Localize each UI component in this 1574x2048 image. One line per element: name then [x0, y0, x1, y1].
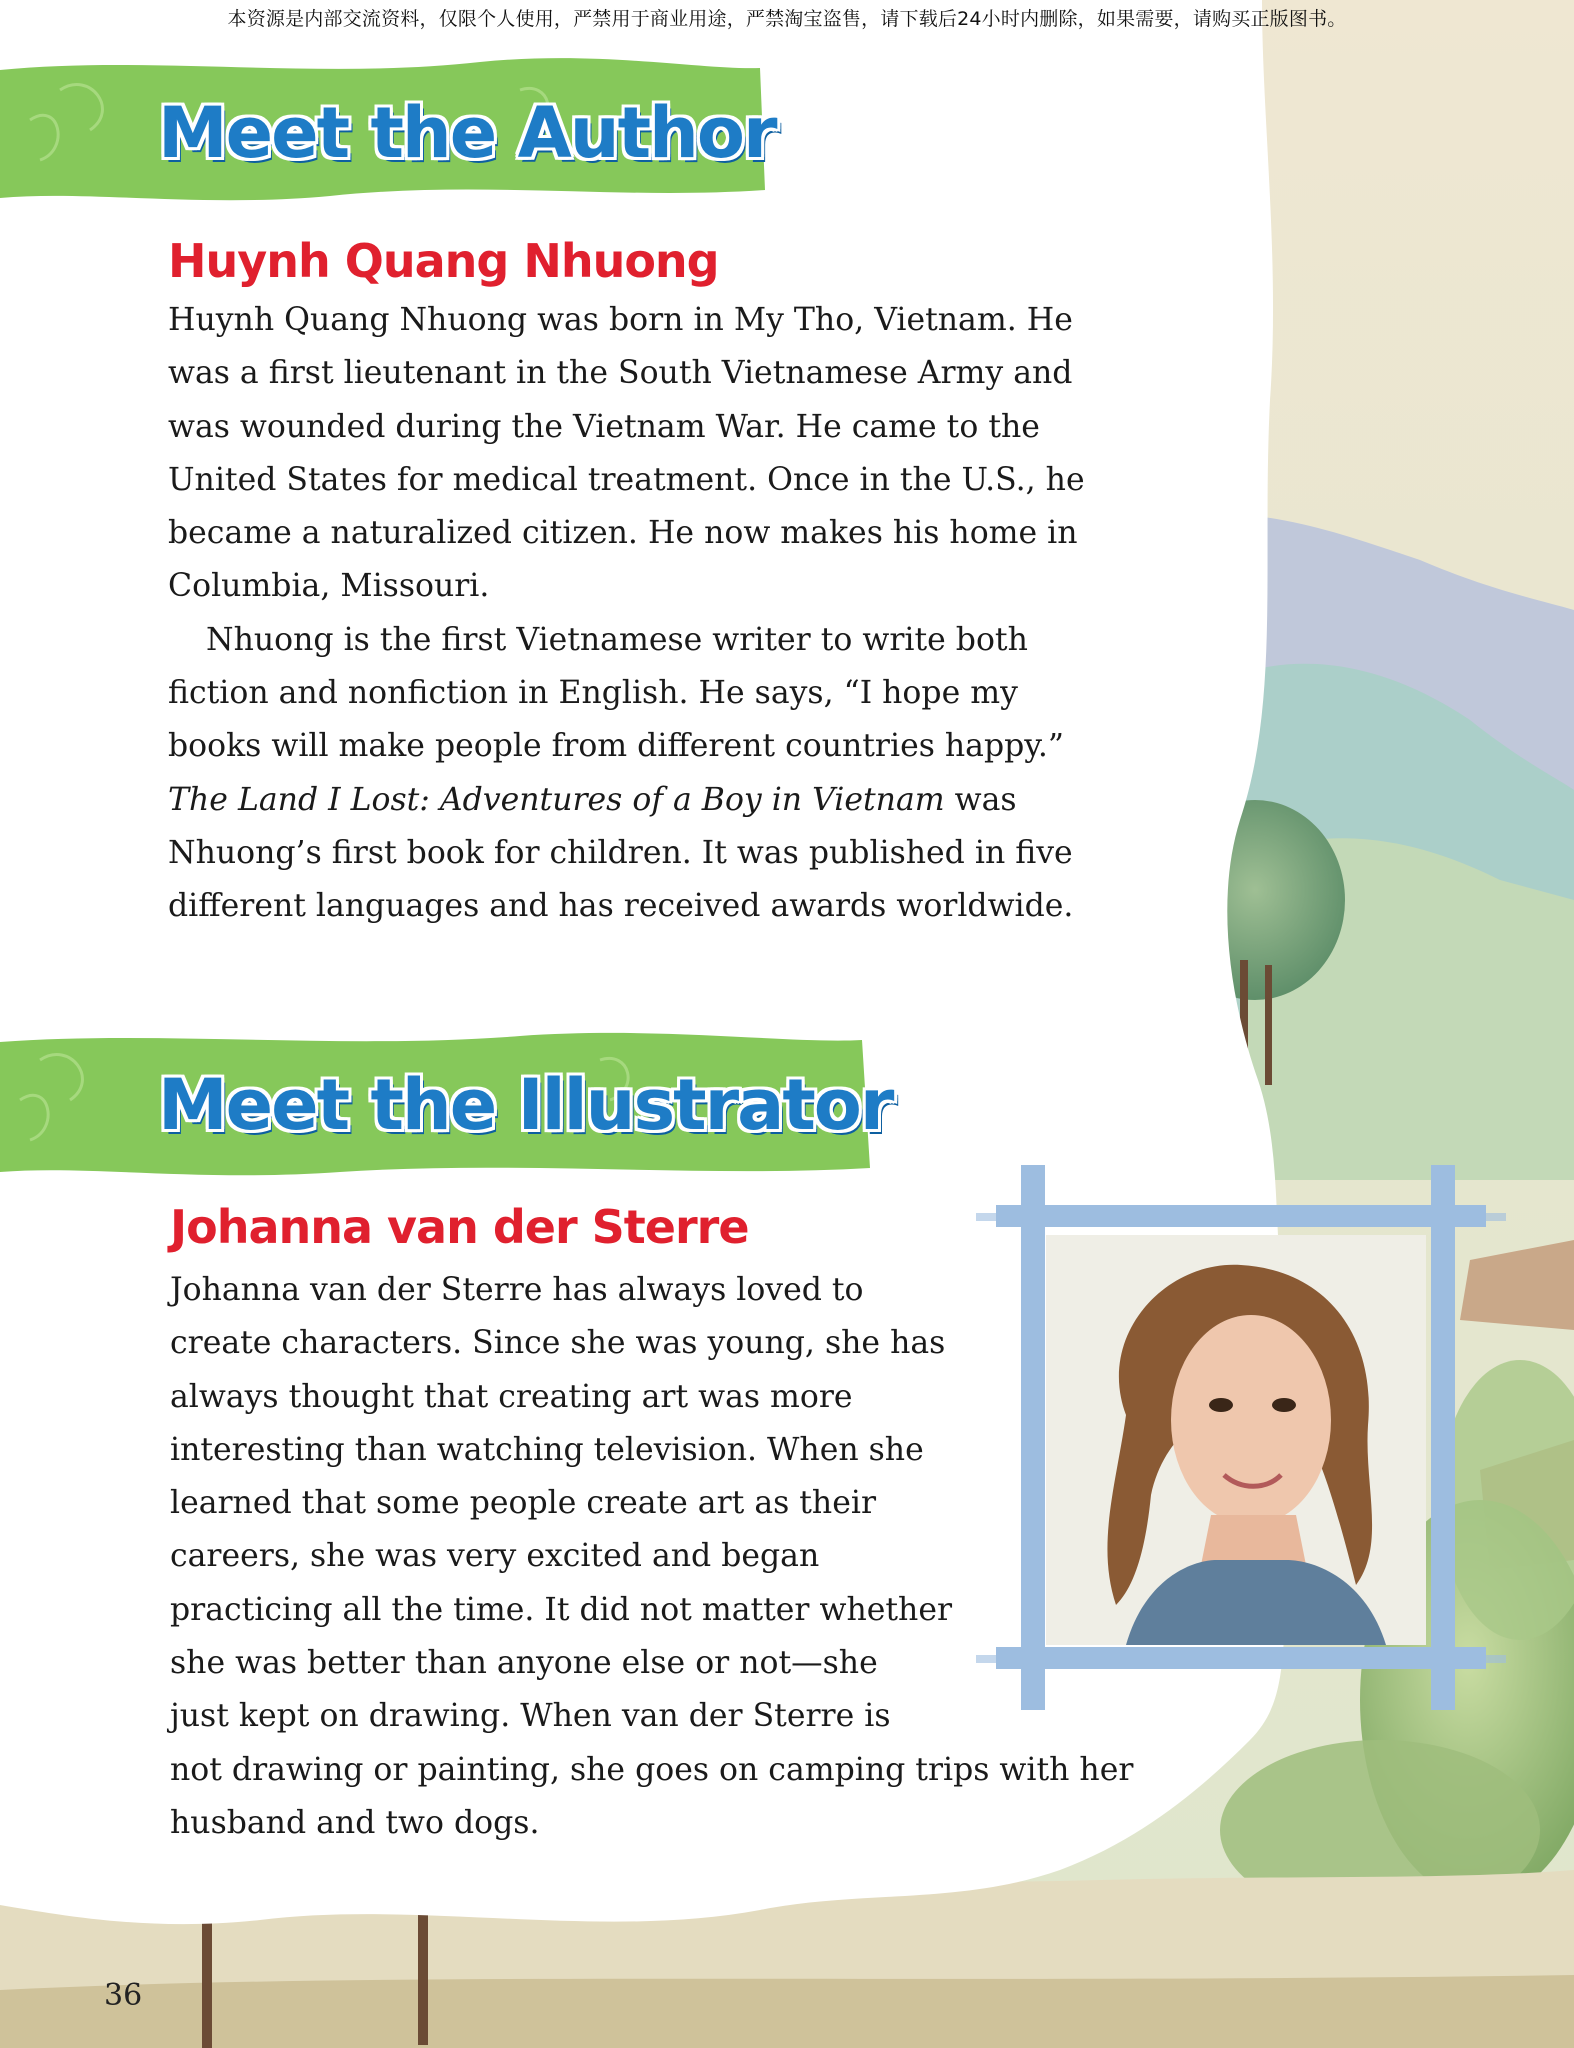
bio-line: United States for medical treatment. Once in the U.S., he	[168, 461, 1085, 498]
bio-line: create characters. Since she was young, she has	[170, 1325, 946, 1362]
watermark-notice: 本资源是内部交流资料，仅限个人使用，严禁用于商业用途，严禁淘宝盗售，请下载后24小时内删除，如果需要，请购买正版图书。	[227, 8, 1347, 30]
bio-line: Nhuong is the first Vietnamese writer to write both	[206, 621, 1028, 658]
bio-line: Huynh Quang Nhuong was born in My Tho, Vietnam. He	[168, 302, 1073, 338]
illustrator-photo	[976, 1165, 1506, 1725]
bio-line: was a first lieutenant in the South Vietnamese Army and	[168, 355, 1073, 392]
bio-line: books will make people from different countries happy.”	[168, 728, 1065, 765]
author-section-heading: Meet the Author	[158, 92, 776, 174]
bio-line: Columbia, Missouri.	[168, 568, 490, 605]
bio-line: became a naturalized citizen. He now makes his home in	[168, 515, 1078, 552]
bio-line: husband and two dogs.	[170, 1804, 540, 1841]
page-number: 36	[104, 1978, 143, 2013]
bio-line: just kept on drawing. When van der Sterre is	[170, 1698, 891, 1735]
bio-line: practicing all the time. It did not matter whether	[170, 1591, 953, 1628]
illustrator-name: Johanna van der Sterre	[170, 1200, 749, 1254]
illustrator-section-heading: Meet the Illustrator	[158, 1064, 893, 1146]
bio-line: learned that some people create art as their	[170, 1485, 876, 1522]
bio-line: Johanna van der Sterre has always loved to	[170, 1272, 864, 1308]
bio-line: Nhuong’s first book for children. It was published in five	[168, 834, 1073, 871]
bio-line: interesting than watching television. When she	[170, 1431, 924, 1468]
bio-line: she was better than anyone else or not—she	[170, 1645, 878, 1682]
bio-line-tail: was	[944, 781, 1017, 818]
bio-line: not drawing or painting, she goes on camping trips with her	[170, 1751, 1134, 1788]
bio-line: careers, she was very excited and began	[170, 1538, 820, 1575]
author-bio	[168, 294, 1085, 934]
bio-line: fiction and nonfiction in English. He says, “I hope my	[168, 675, 1018, 712]
bio-line: always thought that creating art was more	[170, 1378, 853, 1415]
author-name: Huynh Quang Nhuong	[168, 234, 719, 288]
bio-line	[168, 774, 1085, 827]
bio-line: different languages and has received awards worldwide.	[168, 888, 1074, 925]
bio-line: was wounded during the Vietnam War. He came to the	[168, 408, 1040, 445]
book-title: The Land I Lost: Adventures of a Boy in Vietnam	[168, 781, 945, 818]
